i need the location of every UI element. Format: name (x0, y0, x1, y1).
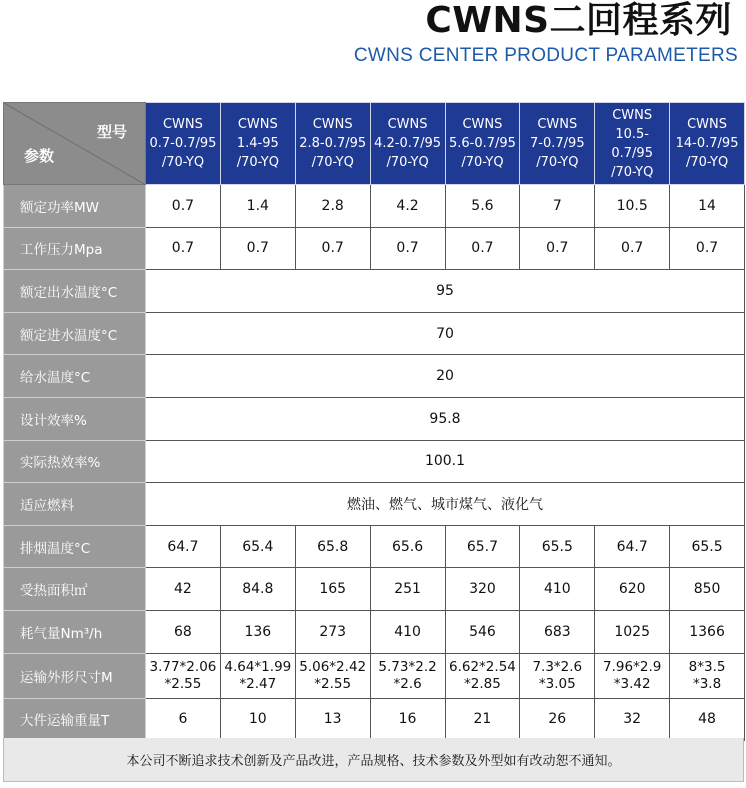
dimension-line: 7.96*2.9 (603, 658, 662, 675)
value-cell: 21 (445, 698, 520, 741)
row-label: 工作压力Mpa (4, 227, 146, 270)
page-title: CWNS二回程系列 (425, 0, 732, 41)
dimension-line: 3.77*2.06 (149, 658, 217, 675)
value-cell (370, 653, 445, 698)
value-cell: 273 (295, 610, 370, 653)
model-name-line: CWNS (237, 117, 278, 132)
model-header-cell (146, 103, 221, 185)
row-label: 额定出水温度°C (4, 270, 146, 313)
model-name-line: 4.2-0.7/95 (374, 136, 442, 151)
model-name-line: 10.5-0.7/95 (611, 126, 653, 161)
value-cell: 0.7 (520, 227, 595, 270)
table-row (4, 483, 745, 526)
model-name-line: CWNS (312, 117, 353, 132)
value-cell: 1025 (595, 610, 670, 653)
value-cell: 620 (595, 568, 670, 611)
dimension-line: *2.6 (393, 675, 422, 692)
value-cell (295, 653, 370, 698)
table-row (4, 525, 745, 568)
table-row (4, 698, 745, 741)
model-name-line: CWNS (162, 117, 203, 132)
model-header-cell (520, 103, 595, 185)
table-row (4, 185, 745, 228)
row-label: 额定进水温度°C (4, 312, 146, 355)
dimension-line: *3.8 (692, 675, 722, 692)
table-row (4, 312, 745, 355)
dimension-line: *2.47 (239, 675, 277, 692)
table-row (4, 397, 745, 440)
value-cell: 84.8 (220, 568, 295, 611)
model-name-line: /70-YQ (311, 155, 354, 170)
value-cell: 48 (670, 698, 745, 741)
value-cell: 65.8 (295, 525, 370, 568)
value-cell: 65.5 (520, 525, 595, 568)
table-row (4, 227, 745, 270)
row-label: 大件运输重量T (4, 698, 146, 741)
model-name-line: /70-YQ (161, 155, 205, 170)
row-label: 受热面积㎡ (4, 568, 146, 611)
merged-value-cell: 95 (146, 270, 745, 313)
model-name-line: 0.7-0.7/95 (149, 136, 217, 151)
table-row (4, 440, 745, 483)
value-cell: 26 (520, 698, 595, 741)
merged-value-cell: 70 (146, 312, 745, 355)
value-cell: 0.7 (370, 227, 445, 270)
dimension-line: 8*3.5 (688, 658, 726, 675)
model-header-cell (595, 103, 670, 185)
value-cell (670, 653, 745, 698)
model-header-cell (670, 103, 745, 185)
model-name-line: CWNS (387, 117, 428, 132)
value-cell: 64.7 (146, 525, 221, 568)
model-name-line: CWNS (612, 107, 653, 123)
corner-diagonal-line (4, 103, 146, 185)
model-name-line: /70-YQ (611, 164, 654, 180)
value-cell: 65.7 (445, 525, 520, 568)
model-header-cell (445, 103, 520, 185)
value-cell: 10 (220, 698, 295, 741)
footer-note: 本公司不断追求技术创新及产品改进，产品规格、技术参数及外型如有改动恕不通知。 (3, 738, 744, 782)
row-label: 设计效率% (4, 397, 146, 440)
value-cell: 850 (670, 568, 745, 611)
value-cell: 0.7 (445, 227, 520, 270)
value-cell (445, 653, 520, 698)
value-cell: 251 (370, 568, 445, 611)
value-cell: 546 (445, 610, 520, 653)
value-cell: 1366 (670, 610, 745, 653)
value-cell (595, 653, 670, 698)
corner-param-label: 参数 (24, 147, 55, 165)
value-cell: 683 (520, 610, 595, 653)
table-body (4, 185, 745, 741)
value-cell: 165 (295, 568, 370, 611)
page-header (0, 0, 746, 100)
model-name-line: /70-YQ (536, 155, 579, 170)
row-label: 给水温度°C (4, 355, 146, 398)
table-row (4, 653, 745, 698)
value-cell: 4.2 (370, 185, 445, 228)
value-cell: 0.7 (595, 227, 670, 270)
row-label: 额定功率MW (4, 185, 146, 228)
model-name-line: 5.6-0.7/95 (448, 136, 516, 151)
value-cell: 7 (520, 185, 595, 228)
dimension-line: *2.55 (314, 675, 352, 692)
table-corner-cell (4, 103, 146, 185)
dimension-line: *3.42 (613, 675, 651, 692)
value-cell: 320 (445, 568, 520, 611)
row-label: 耗气量Nm³/h (4, 610, 146, 653)
value-cell: 68 (146, 610, 221, 653)
model-name-line: 7-0.7/95 (530, 136, 585, 151)
page-subtitle: CWNS CENTER PRODUCT PARAMETERS (353, 45, 738, 66)
value-cell: 65.6 (370, 525, 445, 568)
model-name-line: 2.8-0.7/95 (299, 136, 367, 151)
model-name-line: 14-0.7/95 (675, 136, 739, 151)
value-cell: 42 (146, 568, 221, 611)
value-cell: 0.7 (146, 227, 221, 270)
model-name-line: /70-YQ (685, 155, 729, 170)
dimension-line: *3.05 (538, 675, 576, 692)
value-cell: 32 (595, 698, 670, 741)
table-row (4, 610, 745, 653)
dimension-line: 7.3*2.6 (532, 658, 583, 675)
value-cell: 0.7 (670, 227, 745, 270)
value-cell (220, 653, 295, 698)
row-label: 排烟温度°C (4, 525, 146, 568)
model-name-line: /70-YQ (386, 155, 429, 170)
row-label: 适应燃料 (4, 483, 146, 526)
value-cell: 136 (220, 610, 295, 653)
dimension-line: *2.55 (164, 675, 202, 692)
row-label: 实际热效率% (4, 440, 146, 483)
value-cell: 5.6 (445, 185, 520, 228)
dimension-line: *2.85 (464, 675, 501, 692)
value-cell: 2.8 (295, 185, 370, 228)
value-cell: 65.4 (220, 525, 295, 568)
value-cell (146, 653, 221, 698)
model-name-line: CWNS (687, 117, 728, 132)
value-cell: 10.5 (595, 185, 670, 228)
value-cell: 14 (670, 185, 745, 228)
value-cell: 410 (370, 610, 445, 653)
value-cell (520, 653, 595, 698)
merged-value-cell: 95.8 (146, 397, 745, 440)
model-name-line: /70-YQ (236, 155, 279, 170)
value-cell: 16 (370, 698, 445, 741)
table-row (4, 568, 745, 611)
model-header-cell (295, 103, 370, 185)
value-cell: 6 (146, 698, 221, 741)
model-name-line: CWNS (537, 117, 578, 132)
value-cell: 65.5 (670, 525, 745, 568)
model-name-line: CWNS (462, 117, 503, 132)
table-row (4, 355, 745, 398)
dimension-line: 5.06*2.42 (299, 658, 367, 675)
merged-value-cell: 20 (146, 355, 745, 398)
value-cell: 64.7 (595, 525, 670, 568)
value-cell: 0.7 (295, 227, 370, 270)
dimension-line: 6.62*2.54 (449, 658, 516, 675)
value-cell: 13 (295, 698, 370, 741)
value-cell: 0.7 (146, 185, 221, 228)
model-name-line: 1.4-95 (236, 136, 279, 151)
value-cell: 1.4 (220, 185, 295, 228)
table-header-row (4, 103, 745, 185)
corner-model-label: 型号 (96, 123, 127, 141)
table-row (4, 270, 745, 313)
value-cell: 410 (520, 568, 595, 611)
model-header-cell (220, 103, 295, 185)
row-label: 运输外形尺寸M (4, 653, 146, 698)
dimension-line: 5.73*2.2 (378, 658, 437, 675)
model-header-cell (370, 103, 445, 185)
merged-value-cell: 100.1 (146, 440, 745, 483)
model-name-line: /70-YQ (461, 155, 504, 170)
merged-value-cell: 燃油、燃气、城市煤气、液化气 (146, 483, 745, 526)
value-cell: 0.7 (220, 227, 295, 270)
dimension-line: 4.64*1.99 (224, 658, 292, 675)
parameters-table (3, 102, 745, 741)
